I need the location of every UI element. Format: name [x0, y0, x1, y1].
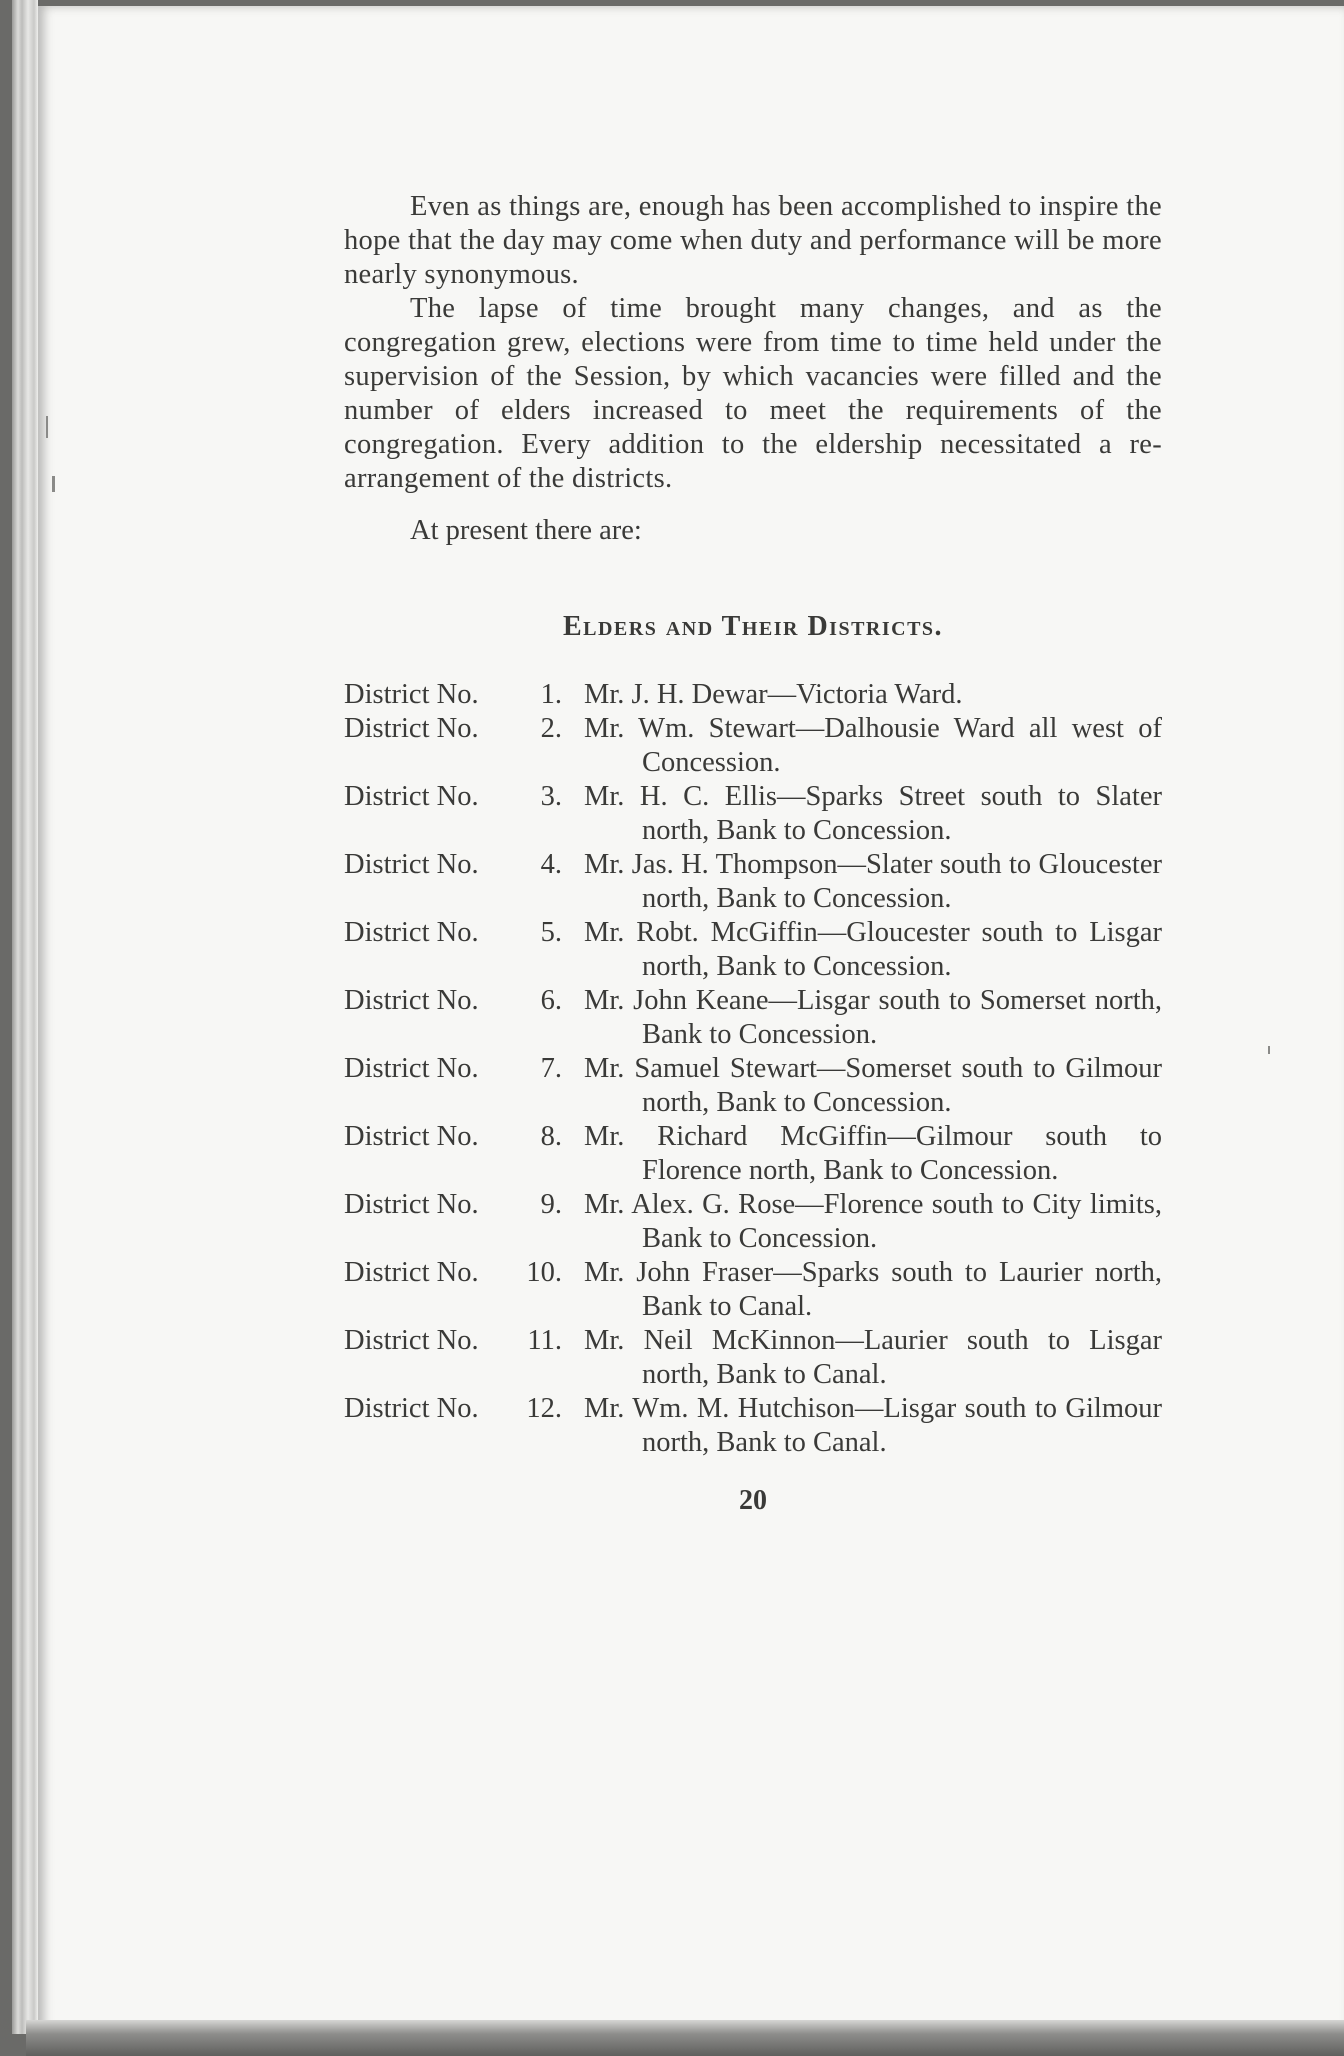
district-entry: Mr. Neil McKinnon—Laurier south to Lisgar north, Bank to Canal.: [584, 1325, 1162, 1390]
paragraph: Even as things are, enough has been accomplished to inspire the hope that the day may come when duty and performance will be more nearly synonymous.: [344, 191, 1162, 290]
district-entry: Mr. Wm. M. Hutchison—Lisgar south to Gilmour north, Bank to Canal.: [584, 1393, 1162, 1458]
district-entry: Mr. Robt. McGiffin—Gloucester south to Lisgar north, Bank to Concession.: [584, 917, 1162, 982]
district-label: District No.: [344, 713, 479, 744]
district-label: District No.: [344, 1121, 479, 1152]
district-row: [344, 678, 1162, 712]
district-label: District No.: [344, 985, 479, 1016]
district-entry: Mr. Richard McGiffin—Gilmour south to Florence north, Bank to Concession.: [584, 1121, 1162, 1186]
district-row: [344, 1052, 1162, 1120]
district-entry: Mr. Samuel Stewart—Somerset south to Gilmour north, Bank to Concession.: [584, 1053, 1162, 1118]
district-row: [344, 848, 1162, 916]
district-label: District No.: [344, 1189, 479, 1220]
district-label: District No.: [344, 679, 479, 710]
district-number: 9.: [540, 1189, 562, 1220]
district-label: District No.: [344, 849, 479, 880]
district-entry: Mr. H. C. Ellis—Sparks Street south to Slater north, Bank to Concession.: [584, 781, 1162, 846]
district-number: 12.: [526, 1393, 562, 1424]
district-row: [344, 916, 1162, 984]
lead-in-line: At present there are:: [410, 515, 642, 546]
page-number: 20: [739, 1485, 767, 1516]
page-edge-stack: [12, 0, 38, 2034]
district-label: District No.: [344, 1257, 479, 1288]
district-label: District No.: [344, 1325, 479, 1356]
district-row: [344, 1392, 1162, 1460]
district-label: District No.: [344, 1053, 479, 1084]
district-row: [344, 984, 1162, 1052]
margin-speck: [52, 476, 55, 492]
district-number: 1.: [540, 679, 562, 710]
district-number: 10.: [526, 1257, 562, 1288]
district-entry: Mr. Alex. G. Rose—Florence south to City limits, Bank to Concession.: [584, 1189, 1162, 1254]
district-row: [344, 1324, 1162, 1392]
text-block: [344, 190, 1162, 1518]
district-entry: Mr. Jas. H. Thompson—Slater south to Gloucester north, Bank to Concession.: [584, 849, 1162, 914]
district-list: [344, 678, 1162, 1460]
district-number: 11.: [527, 1325, 562, 1356]
page-bottom-edge: [26, 2020, 1344, 2056]
district-number: 3.: [540, 781, 562, 812]
section-heading: Elders and Their Districts.: [562, 611, 944, 642]
district-number: 2.: [540, 713, 562, 744]
district-row: [344, 1120, 1162, 1188]
district-number: 7.: [540, 1053, 562, 1084]
district-number: 5.: [540, 917, 562, 948]
paragraph: The lapse of time brought many changes, and as the congregation grew, elections were from time to time held under the supervision of the Session, by which vacancies were filled and the number of elders increased to meet the requirements of the congregation. Every addition to the eldership necessitated a re-arrangement of the districts.: [344, 293, 1162, 494]
district-number: 6.: [540, 985, 562, 1016]
district-number: 4.: [540, 849, 562, 880]
district-row: [344, 1256, 1162, 1324]
district-number: 8.: [540, 1121, 562, 1152]
margin-speck: [46, 416, 48, 438]
district-label: District No.: [344, 917, 479, 948]
district-row: [344, 780, 1162, 848]
district-row: [344, 712, 1162, 780]
margin-speck: [1268, 1046, 1270, 1054]
district-label: District No.: [344, 1393, 479, 1424]
district-row: [344, 1188, 1162, 1256]
district-entry: Mr. J. H. Dewar—Victoria Ward.: [584, 679, 963, 710]
district-label: District No.: [344, 781, 479, 812]
district-entry: Mr. Wm. Stewart—Dalhousie Ward all west of Concession.: [584, 713, 1162, 778]
district-entry: Mr. John Keane—Lisgar south to Somerset north, Bank to Concession.: [584, 985, 1162, 1050]
district-entry: Mr. John Fraser—Sparks south to Laurier north, Bank to Canal.: [584, 1257, 1162, 1322]
